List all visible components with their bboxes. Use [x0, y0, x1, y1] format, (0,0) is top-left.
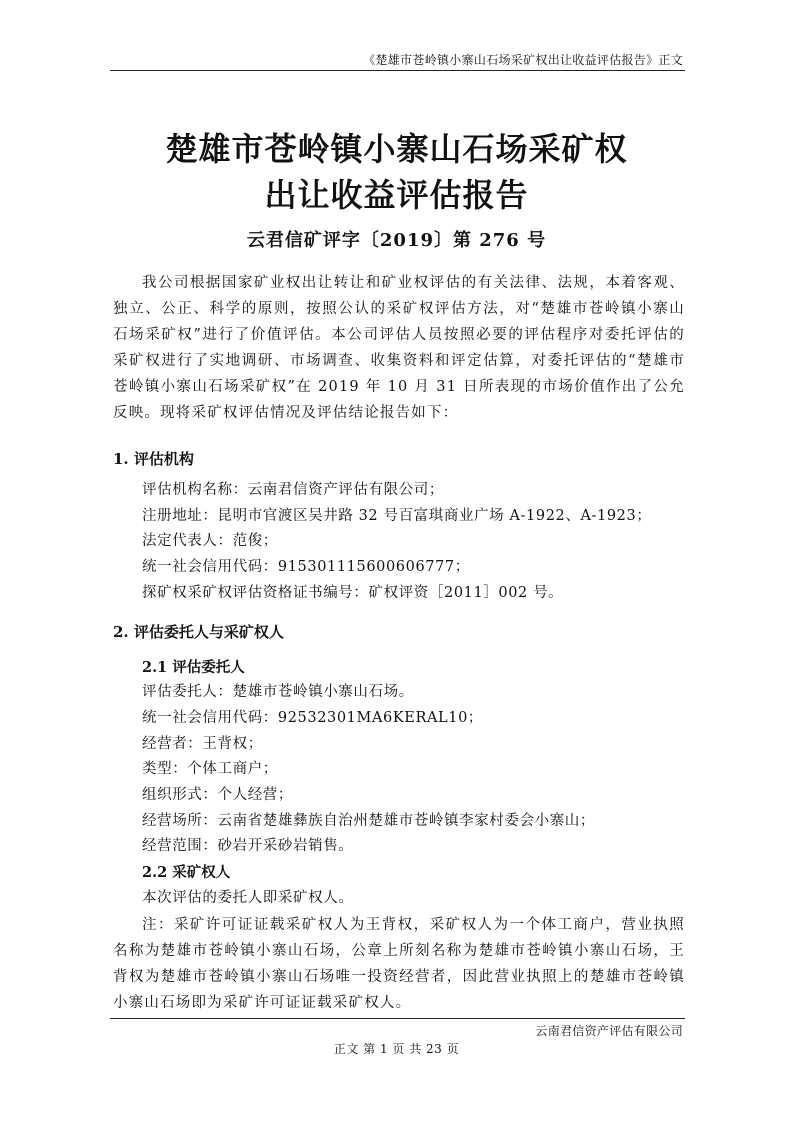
section-1-content	[113, 478, 685, 607]
subsection-2-2-title: 2.2 采矿权人	[142, 864, 231, 882]
section-1-line: 统一社会信用代码：915301115600606777；	[142, 559, 470, 576]
note-paragraph: 注：采矿许可证证载采矿权人为王背权，采矿权人为一个体工商户，营业执照名称为楚雄市苍岭镇小寨山石场，公章上所刻名称为楚雄市苍岭镇小寨山石场，王背权为楚雄市苍岭镇小寨山石场唯一投资经营者，因此营业执照上的楚雄市苍岭镇小寨山石场即为采矿许可证证载采矿权人。	[113, 916, 685, 1011]
section-1-line: 法定代表人：范俊；	[142, 533, 278, 550]
footer-rule	[110, 1018, 685, 1019]
section-1-line: 评估机构名称：云南君信资产评估有限公司；	[142, 482, 444, 498]
subsection-2-1-line: 评估委托人：楚雄市苍岭镇小寨山石场。	[142, 684, 414, 701]
subsection-2-1-line: 经营者：王背权；	[142, 735, 263, 752]
running-header: 《楚雄市苍岭镇小寨山石场采矿权出让收益评估报告》正文	[363, 53, 683, 67]
subsection-2-1-line: 组织形式：个人经营；	[142, 787, 293, 804]
subsection-2-1-title: 2.1 评估委托人	[142, 658, 245, 676]
subsection-2-1-line: 类型：个体工商户；	[142, 761, 278, 778]
section-2-title: 2. 评估委托人与采矿权人	[113, 622, 284, 641]
header-rule	[110, 70, 685, 71]
document-title	[110, 126, 683, 218]
title-line-2: 出让收益评估报告	[264, 176, 529, 214]
intro-paragraph: 我公司根据国家矿业权出让转让和矿业权评估的有关法律、法规，本着客观、独立、公正、科学的原则，按照公认的采矿权评估方法，对“楚雄市苍岭镇小寨山石场采矿权”进行了价值评估。本公司评估人员按照必要的评估程序对委托评估的采矿权进行了实地调研、市场调查、收集资料和评定估算，对委托评估的“楚雄市苍岭镇小寨山石场采矿权”在 2019 年 10 月 31 日所表现的市场价值作出了公允反映。现将采矿权评估情况及评估结论报告如下：	[113, 275, 685, 421]
subsection-2-1-line: 统一社会信用代码：92532301MA6KERAL10；	[142, 709, 484, 726]
page-number: 正文 第 1 页 共 23 页	[333, 1042, 460, 1056]
section-1-line: 探矿权采矿权评估资格证书编号：矿权评资［2011］002 号。	[142, 584, 564, 601]
subsection-2-1-line: 经营范围：砂岩开采砂岩销售。	[142, 838, 354, 855]
subsection-2-1-content	[113, 680, 685, 860]
footer-company: 云南君信资产评估有限公司	[535, 1024, 683, 1038]
title-line-1: 楚雄市苍岭镇小寨山石场采矿权	[165, 130, 628, 168]
section-1-title: 1. 评估机构	[113, 450, 194, 468]
document-number: 云君信矿评字〔2019〕第 276 号	[246, 230, 547, 251]
document-body	[113, 270, 685, 1016]
section-1-line: 注册地址：昆明市官渡区吴井路 32 号百富琪商业广场 A-1922、A-1923；	[142, 507, 652, 524]
subsection-2-1-line: 经营场所：云南省楚雄彝族自治州楚雄市苍岭镇李家村委会小寨山；	[142, 812, 595, 829]
subsection-2-2-line: 本次评估的委托人即采矿权人。	[142, 889, 354, 906]
